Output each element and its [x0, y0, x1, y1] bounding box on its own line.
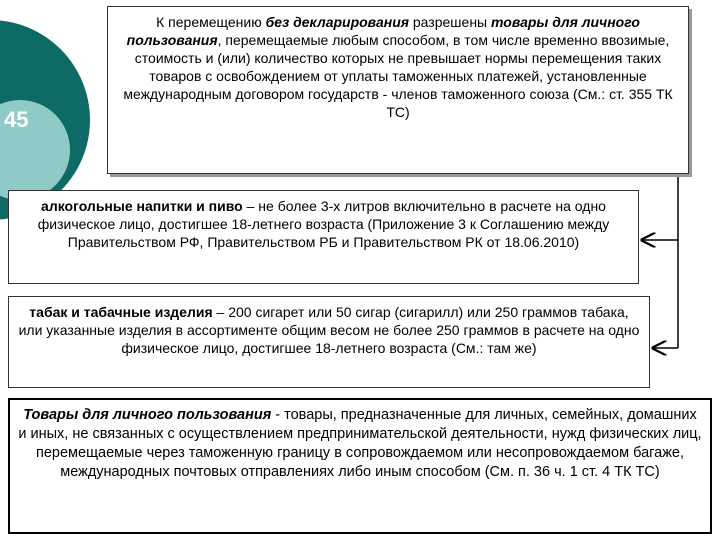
definition-box [8, 398, 712, 534]
slide-number: 45 [4, 107, 29, 132]
alcohol-title: алкогольные напитки и пиво [41, 198, 243, 214]
main-text-part-3: , перемещаемые любым способом, в том числе временно ввозимые, стоимость и (или) количество которых не превышает нормы перемещения таких товаров с освобождением от уплаты таможенных платежей, установленные международным договором государств - членов таможенного союза (См.: ст. 355 ТК ТС) [123, 32, 673, 120]
definition-text: - товары, предназначенные для личных, семейных, домашних и иных, не связанных с осуществлением предпринимательской деятельности, нужд физических лиц, перемещаемые через таможенную границу в сопровождаемом или несопровождаемом багаже, международных почтовых отправлениях либо иным способом (См. п. 36 ч. 1 ст. 4 ТК ТС) [18, 407, 702, 480]
tobacco-text: – 200 сигарет или 50 сигар (сигарилл) или 250 граммов табака, или указанные изделия в ассортименте общим весом не более 250 граммов в расчете на одно физическое лицо, достигшее 18-летнего возраста (См.: там же) [18, 304, 640, 356]
tobacco-norm-box [8, 296, 650, 388]
main-text-part-1: К перемещению [156, 14, 266, 30]
definition-title: Товары для личного пользования [23, 407, 272, 423]
alcohol-norm-box [8, 190, 639, 284]
main-rule-box [107, 6, 689, 174]
main-emphasis-2: товары для личного пользования [126, 14, 640, 48]
alcohol-text: – не более 3-х литров включительно в расчете на одно физическое лицо, достигшее 18-летнего возраста (Приложение 3 к Соглашению между Правительством РФ, Правительством РБ и Правительством РК от 18.06.2010) [37, 198, 610, 250]
main-text-part-2: разрешены [409, 14, 491, 30]
tobacco-title: табак и табачные изделия [29, 304, 213, 320]
main-emphasis-1: без декларирования [265, 14, 409, 30]
